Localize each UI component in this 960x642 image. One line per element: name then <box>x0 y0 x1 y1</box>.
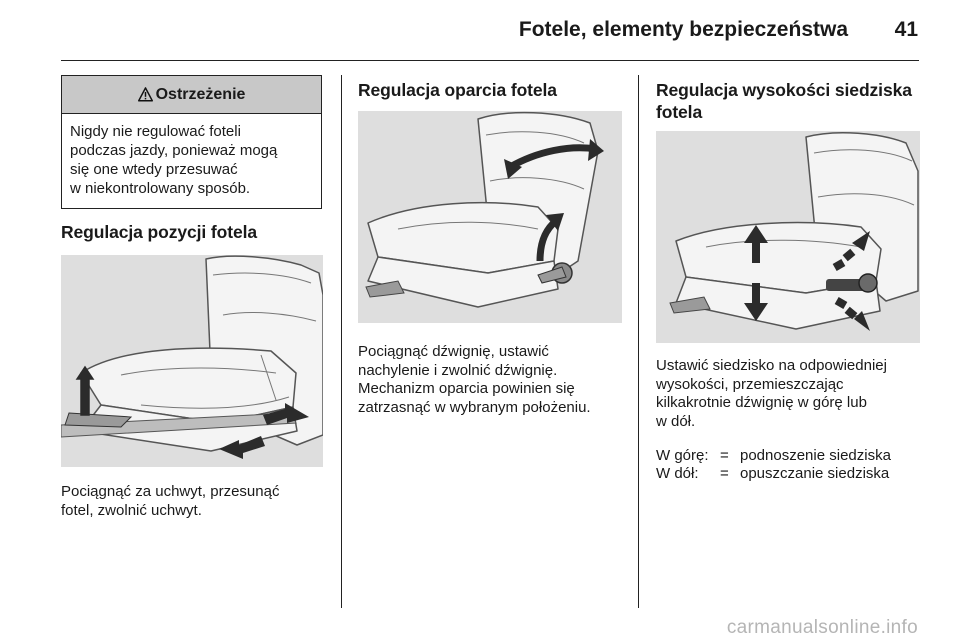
text-line: kilkakrotnie dźwignię w górę lub <box>656 394 867 411</box>
text-line: Mechanizm oparcia powinien się <box>358 380 575 397</box>
column-divider-2 <box>638 75 639 608</box>
warning-body <box>62 114 321 208</box>
definition-desc: opuszczanie siedziska <box>740 465 890 482</box>
warning-line: podczas jazdy, ponieważ mogą <box>70 142 278 159</box>
definition-row-down <box>656 465 920 483</box>
text-line: fotel, zwolnić uchwyt. <box>61 501 202 519</box>
definition-equals: = <box>720 465 729 482</box>
position-instructions <box>61 483 322 520</box>
header-rule <box>61 60 919 61</box>
definition-term: W dół: <box>656 465 699 482</box>
seat-position-drawing <box>61 255 323 467</box>
heading-line: fotela <box>656 102 703 122</box>
seat-position-illustration <box>61 255 323 467</box>
definition-row-up <box>656 447 920 465</box>
text-line: Pociągnąć dźwignię, ustawić <box>358 343 549 360</box>
warning-box <box>61 75 322 209</box>
page-header-title: Fotele, elementy bezpieczeństwa <box>518 18 848 41</box>
text-line: Ustawić siedzisko na odpowiedniej <box>656 357 887 374</box>
height-instructions <box>656 357 920 431</box>
text-line: zatrzasnąć w wybranym położeniu. <box>358 398 591 416</box>
backrest-instructions <box>358 343 622 417</box>
section-heading-height <box>656 79 920 123</box>
section-heading-backrest: Regulacja oparcia fotela <box>358 80 557 100</box>
seat-height-illustration <box>656 131 920 343</box>
text-line: Pociągnąć za uchwyt, przesunąć <box>61 483 280 500</box>
page-number: 41 <box>894 18 918 41</box>
warning-header <box>62 76 321 114</box>
backrest-drawing <box>358 111 622 323</box>
backrest-illustration <box>358 111 622 323</box>
definition-desc: podnoszenie siedziska <box>740 447 891 464</box>
warning-line: Nigdy nie regulować foteli <box>70 123 241 140</box>
column-3 <box>656 75 920 483</box>
section-heading-position: Regulacja pozycji fotela <box>61 222 257 242</box>
heading-line: Regulacja wysokości siedziska <box>656 80 912 100</box>
watermark: carmanualsonline.info <box>726 617 918 638</box>
text-line: w dół. <box>656 412 696 430</box>
warning-line: w niekontrolowany sposób. <box>70 180 251 197</box>
definition-term: W górę: <box>656 447 709 464</box>
column-1 <box>61 75 322 520</box>
warning-title: Ostrzeżenie <box>155 85 246 103</box>
warning-line: się one wtedy przesuwać <box>70 161 238 178</box>
text-line: nachylenie i zwolnić dźwignię. <box>358 361 558 379</box>
column-divider-1 <box>341 75 342 608</box>
height-definitions <box>656 447 920 483</box>
column-2 <box>358 75 622 417</box>
definition-equals: = <box>720 447 729 464</box>
seat-height-drawing <box>656 131 920 343</box>
text-line: wysokości, przemieszczając <box>656 375 844 393</box>
warning-triangle-icon <box>138 87 153 102</box>
